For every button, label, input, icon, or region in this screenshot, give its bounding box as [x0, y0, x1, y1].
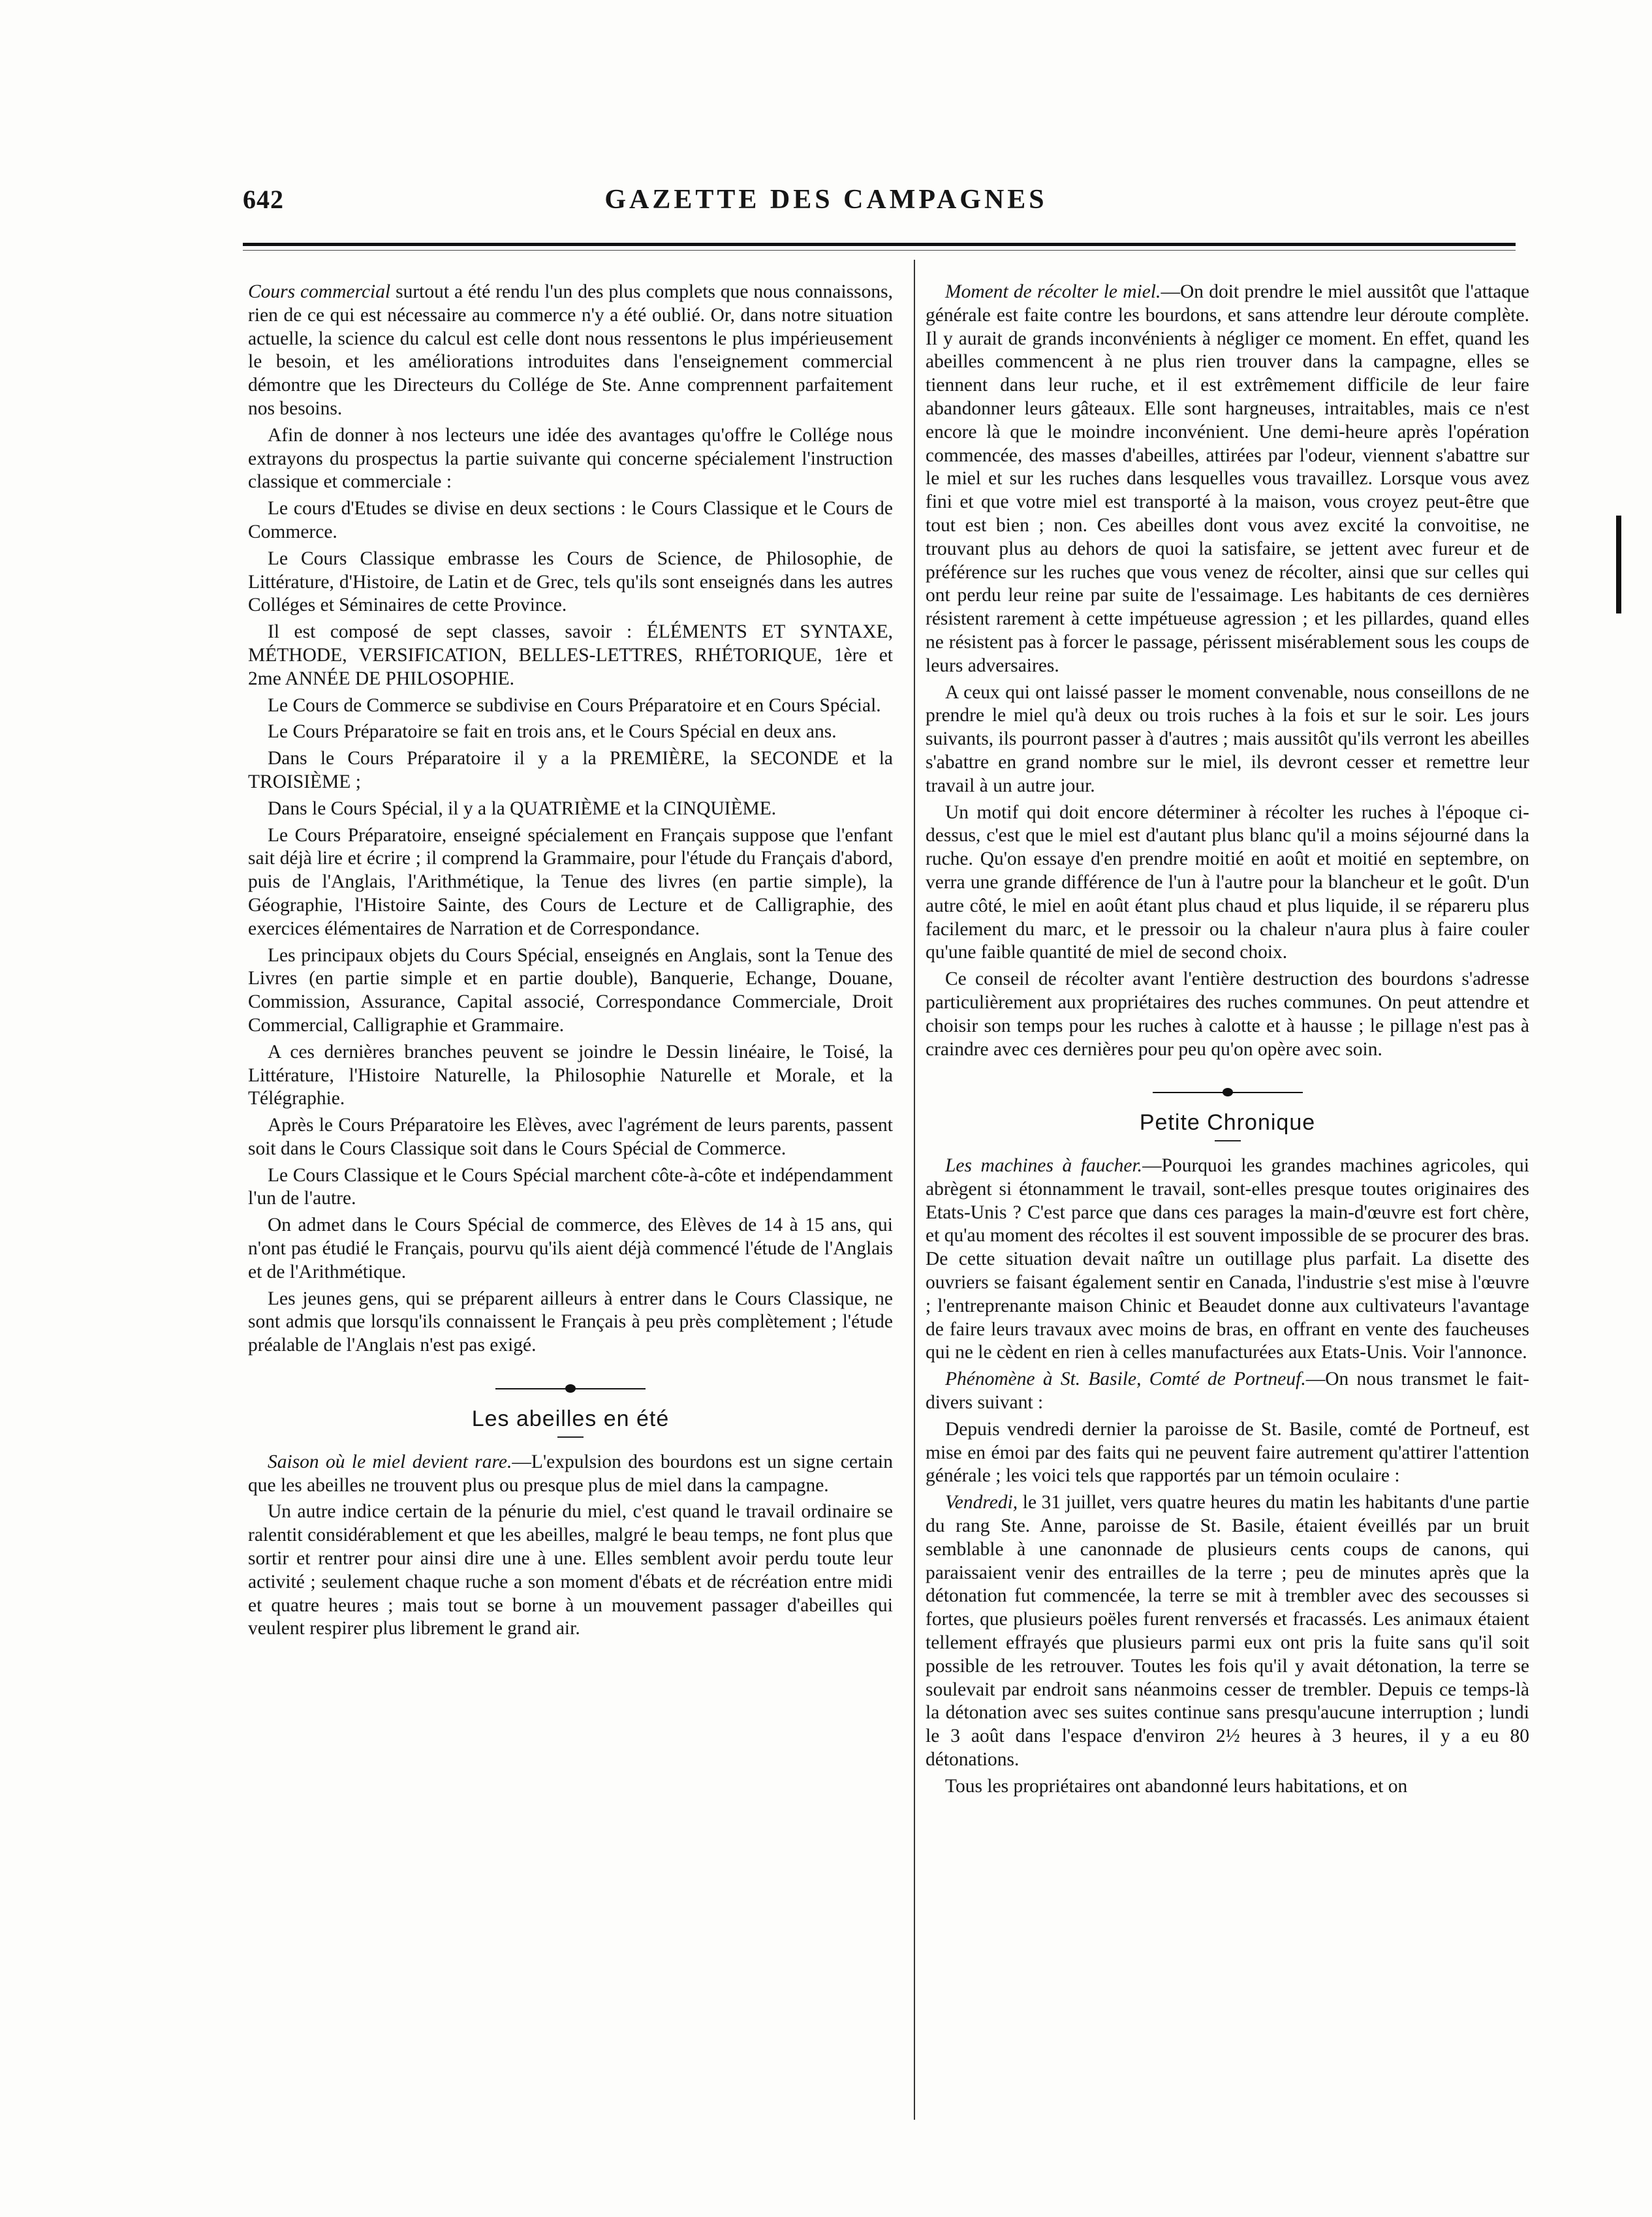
section-separator: [495, 1386, 646, 1391]
paragraph-text: Le Cours Préparatoire se fait en trois ans, et le Cours Spécial en deux ans.: [268, 721, 837, 743]
paragraph-text: Le Cours Classique embrasse les Cours de Science, de Philosophie, de Littérature, d'Histoire, de Latin et de Grec, tels qu'ils sont enseignés dans les autres Colléges et Séminaires de cette Province.: [248, 548, 893, 616]
paragraph-text: Dans le Cours Préparatoire il y a la PREMIÈRE, la SECONDE et la TROISIÈME ;: [248, 748, 893, 792]
paragraph-text: Les principaux objets du Cours Spécial, enseignés en Anglais, sont la Tenue des Livres (en partie simple et en partie double), Banquerie, Echange, Douane, Commission, Assurance, Capital associé, Correspondance Commerciale, Droit Commercial, Calligraphie et Grammaire.: [248, 944, 893, 1036]
paragraph-text: Il est composé de sept classes, savoir : ÉLÉMENTS ET SYNTAXE, MÉTHODE, VERSIFICATION, BELLES-LETTRES, RHÉTORIQUE, 1ère et 2me ANNÉE DE PHILOSOPHIE.: [248, 621, 893, 689]
page-number: 642: [243, 185, 284, 214]
paragraph: [248, 548, 893, 617]
paragraph: [248, 694, 893, 718]
paragraph: [926, 1775, 1529, 1799]
paragraph-text: Le Cours Préparatoire, enseigné spécialement en Français suppose que l'enfant sait déjà lire et écrire ; il comprend la Grammaire, pour l'étude du Français d'abord, puis de l'Anglais, l'Arithmétique, la Tenue des livres (en partie simple), la Géographie, l'Histoire Sainte, des Cours de Lecture et de Calligraphie, des exercices élémentaires de Narration et de Correspondance.: [248, 824, 893, 939]
paragraph-lead: Les machines à faucher.: [945, 1155, 1143, 1177]
paragraph: [926, 1368, 1529, 1415]
left-column: [248, 281, 893, 1644]
paragraph: [248, 1114, 893, 1161]
section-title-chronique: Petite Chronique: [1139, 1110, 1316, 1136]
paragraph-text: Les jeunes gens, qui se préparent ailleurs à entrer dans le Cours Classique, ne sont admis que lorsqu'ils connaissent le Français à peu près complètement ; l'étude préalable de l'Anglais n'est pas exigé.: [248, 1288, 893, 1356]
margin-mark: [1616, 516, 1621, 613]
paragraph: [248, 1500, 893, 1641]
paragraph-text: Un autre indice certain de la pénurie du miel, c'est quand le travail ordinaire se ralentit considérablement et que les abeilles, malgré le beau temps, ne font plus que sortir et rentrer pour ainsi dire une à une. Elles semblent avoir perdu toute leur activité ; seulement chaque ruche a son moment d'ébats et de récréation entre midi et quatre heures ; mais tout se borne à un mouvement passager d'abeilles qui veulent respirer plus librement le grand air.: [248, 1501, 893, 1639]
paragraph-lead: Vendredi,: [945, 1492, 1018, 1513]
paragraph-text: —L'expulsion des bourdons est un signe certain que les abeilles ne trouvent plus ou presque plus de miel dans la campagne.: [248, 1451, 893, 1496]
paragraph: [248, 824, 893, 941]
paragraph: [926, 801, 1529, 965]
abeilles-article: [248, 1451, 893, 1641]
paragraph: [248, 1214, 893, 1284]
paragraph: [248, 281, 893, 421]
paragraph: [248, 944, 893, 1038]
section-title-underline: [1215, 1140, 1241, 1141]
paragraph: [248, 1288, 893, 1357]
paragraph-text: Ce conseil de récolter avant l'entière destruction des bourdons s'adresse particulièrement aux propriétaires des ruches communes. On peut attendre et choisir son temps pour les ruches à calotte et à hausse ; le pillage n'est pas à craindre avec ces dernières pour peu qu'on opère avec soin.: [926, 969, 1529, 1060]
paragraph: [248, 1451, 893, 1498]
paragraph-text: —On doit prendre le miel aussitôt que l'attaque générale est faite contre les bourdons, et sans attendre leur déroute complète. Il y aurait de grands inconvénients à négliger ce moment. En effet, quand les abeilles commencent à ne plus rien trouver dans la campagne, elles se tiennent dans leur ruche, et il est extrêmement difficile de leur faire abandonner leurs gâteaux. Elle sont hargneuses, intraitables, mais ce n'est encore là que le moindre inconvénient. Une demi-heure après l'opération commencée, des masses d'abeilles, attirées par l'odeur, viennent s'abattre sur le miel et sur les ruches dans lesquelles vous travaillez. Lorsque vous avez fini et que votre miel est transporté à la maison, vous croyez peut-être que tout est bien ; non. Ces abeilles dont vous avez excité la convoitise, ne trouvant plus au dehors de quoi la satisfaire, se jettent avec fureur et de préférence sur les ruches que vous venez de récolter, ainsi que sur celles qui ont perdu leur reine par suite de l'essaimage. Les habitants de ces dernières résistent rarement à cette impétueuse agression ; et les pillardes, quand elles ne résistent pas à forcer le passage, périssent misérablement sous les coups de leurs adversaires.: [926, 281, 1529, 676]
section-separator: [1153, 1090, 1303, 1094]
paragraph: [248, 721, 893, 744]
masthead-title: GAZETTE DES CAMPAGNES: [604, 185, 1048, 215]
section-title-underline: [557, 1436, 584, 1438]
recolte-article: [926, 281, 1529, 1061]
paragraph: [248, 424, 893, 494]
paragraph-text: —On nous transmet le fait-divers suivant :: [926, 1369, 1529, 1414]
paragraph-text: On admet dans le Cours Spécial de commerce, des Elèves de 14 à 15 ans, qui n'ont pas étudié le Français, pourvu qu'ils aient déjà commencé l'étude de l'Anglais et de l'Arithmétique.: [248, 1215, 893, 1282]
paragraph-text: Afin de donner à nos lecteurs une idée des avantages qu'offre le Collége nous extrayons du prospectus la partie suivante qui concerne spécialement l'instruction classique et commerciale :: [248, 424, 893, 493]
paragraph: [248, 747, 893, 794]
paragraph-text: Après le Cours Préparatoire les Elèves, avec l'agrément de leurs parents, passent soit dans le Cours Classique soit dans le Cours Spécial de Commerce.: [248, 1115, 893, 1159]
paragraph: [926, 1491, 1529, 1772]
header-rule: [243, 243, 1516, 246]
paragraph-text: Depuis vendredi dernier la paroisse de St. Basile, comté de Portneuf, est mise en émoi par des faits qui ne peuvent faire autrement qu'attirer l'attention générale ; les voici tels que rapportés par un témoin oculaire :: [926, 1418, 1529, 1487]
paragraph-text: Le Cours de Commerce se subdivise en Cours Préparatoire et en Cours Spécial.: [268, 694, 881, 716]
paragraph: [926, 1418, 1529, 1488]
left-article: [248, 281, 893, 1357]
paragraph-lead: Cours commercial: [248, 281, 391, 302]
paragraph-text: le 31 juillet, vers quatre heures du matin les habitants d'une partie du rang Ste. Anne, paroisse de St. Basile, étaient éveillés par un bruit semblable à une canonnade de plusieurs cents coups de canons, qui paraissaient venir des entrailles de la terre ; peu de minutes après que la détonation fut commencée, la terre se mit à trembler avec des secousses si fortes, que plusieurs poëles furent renversés et fracassés. Les animaux étaient tellement effrayés que plusieurs parmi eux ont pris la fuite sans qu'il soit possible de les retrouver. Toutes les fois qu'il y avait détonation, la terre se soulevait par endroit sans néanmoins cesser de trembler. Depuis ce temps-là la détonation avec ses suites continue sans presqu'aucune interruption ; lundi le 3 août dans l'espace d'environ 2½ heures à 3 heures, il y a eu 80 détonations.: [926, 1492, 1529, 1771]
paragraph: [926, 681, 1529, 798]
column-divider: [914, 260, 915, 2120]
paragraph: [248, 497, 893, 544]
paragraph-text: surtout a été rendu l'un des plus complets que nous connaissons, rien de ce qui est nécessaire au commerce n'y a été oublié. Or, dans notre situation actuelle, la science du calcul est celle dont nous ressentons le plus impérieusement le besoin, et les améliorations introduites dans l'enseignement commercial démontre que les Directeurs du Collége de Ste. Anne comprennent parfaitement nos besoins.: [248, 281, 893, 419]
paragraph: [248, 798, 893, 821]
paragraph-text: A ceux qui ont laissé passer le moment convenable, nous conseillons de ne prendre le miel qu'à deux ou trois ruches à la fois et sur le soir. Les jours suivants, ils pourront passer à d'autres ; mais aussitôt qu'ils verront les abeilles s'abattre en grand nombre sur le miel, ils devront cesser et remettre leur travail à un autre jour.: [926, 681, 1529, 796]
paragraph: [926, 281, 1529, 678]
paragraph: [248, 1041, 893, 1111]
paragraph: [248, 621, 893, 690]
paragraph: [248, 1164, 893, 1211]
paragraph: [926, 1155, 1529, 1365]
section-title-abeilles: Les abeilles en été: [471, 1406, 670, 1432]
header-rule-thin: [243, 250, 1516, 251]
paragraph-text: Dans le Cours Spécial, il y a la QUATRIÈME et la CINQUIÈME.: [268, 798, 777, 819]
paragraph-text: Un motif qui doit encore déterminer à récolter les ruches à l'époque ci-dessus, c'est que le miel est d'autant plus blanc qu'il a moins séjourné dans la ruche. Qu'on essaye d'en prendre moitié en août et moitié en septembre, on verra une grande différence de l'un à l'autre pour la blancheur et le goût. D'un autre côté, le miel en août étant plus chaud et plus liquide, il se répareru plus facilement du marc, et le pressoir ou la chaleur n'aura plus à faire couler qu'une faible quantité de miel de second choix.: [926, 801, 1529, 963]
paragraph-text: —Pourquoi les grandes machines agricoles, qui abrègent si étonnamment le travail, sont-elles presque toutes originaires des Etats-Unis ? C'est parce que dans ces parages la main-d'œuvre est fort chère, et qu'au moment des récoltes il est souvent impossible de se procurer des bras. De cette situation devait naître un outillage plus parfait. La disette des ouvriers se faisant également sentir en Canada, l'industrie s'est mise à l'œuvre ; l'entreprenante maison Chinic et Beaudet donne aux cultivateurs l'avantage de faire leurs travaux avec moins de bras, en offrant en vente des faucheuses qui ne le cèdent en rien à celles manufacturées aux Etats-Unis. Voir l'annonce.: [926, 1155, 1530, 1363]
paragraph: [926, 968, 1529, 1061]
paragraph-text: Tous les propriétaires ont abandonné leurs habitations, et on: [945, 1775, 1408, 1797]
paragraph-lead: Moment de récolter le miel.: [945, 281, 1161, 302]
paragraph-text: A ces dernières branches peuvent se joindre le Dessin linéaire, le Toisé, la Littérature, l'Histoire Naturelle, la Philosophie Naturelle et Morale, et la Télégraphie.: [248, 1041, 893, 1109]
right-column: [926, 281, 1529, 1802]
paragraph-lead: Phénomène à St. Basile, Comté de Portneuf.: [945, 1369, 1306, 1390]
paragraph-lead: Saison où le miel devient rare.: [268, 1451, 512, 1472]
chronique-article: [926, 1155, 1529, 1799]
paragraph-text: Le cours d'Etudes se divise en deux sections : le Cours Classique et le Cours de Commerce.: [248, 498, 893, 542]
paragraph-text: Le Cours Classique et le Cours Spécial marchent côte-à-côte et indépendamment l'un de l'autre.: [248, 1164, 893, 1209]
